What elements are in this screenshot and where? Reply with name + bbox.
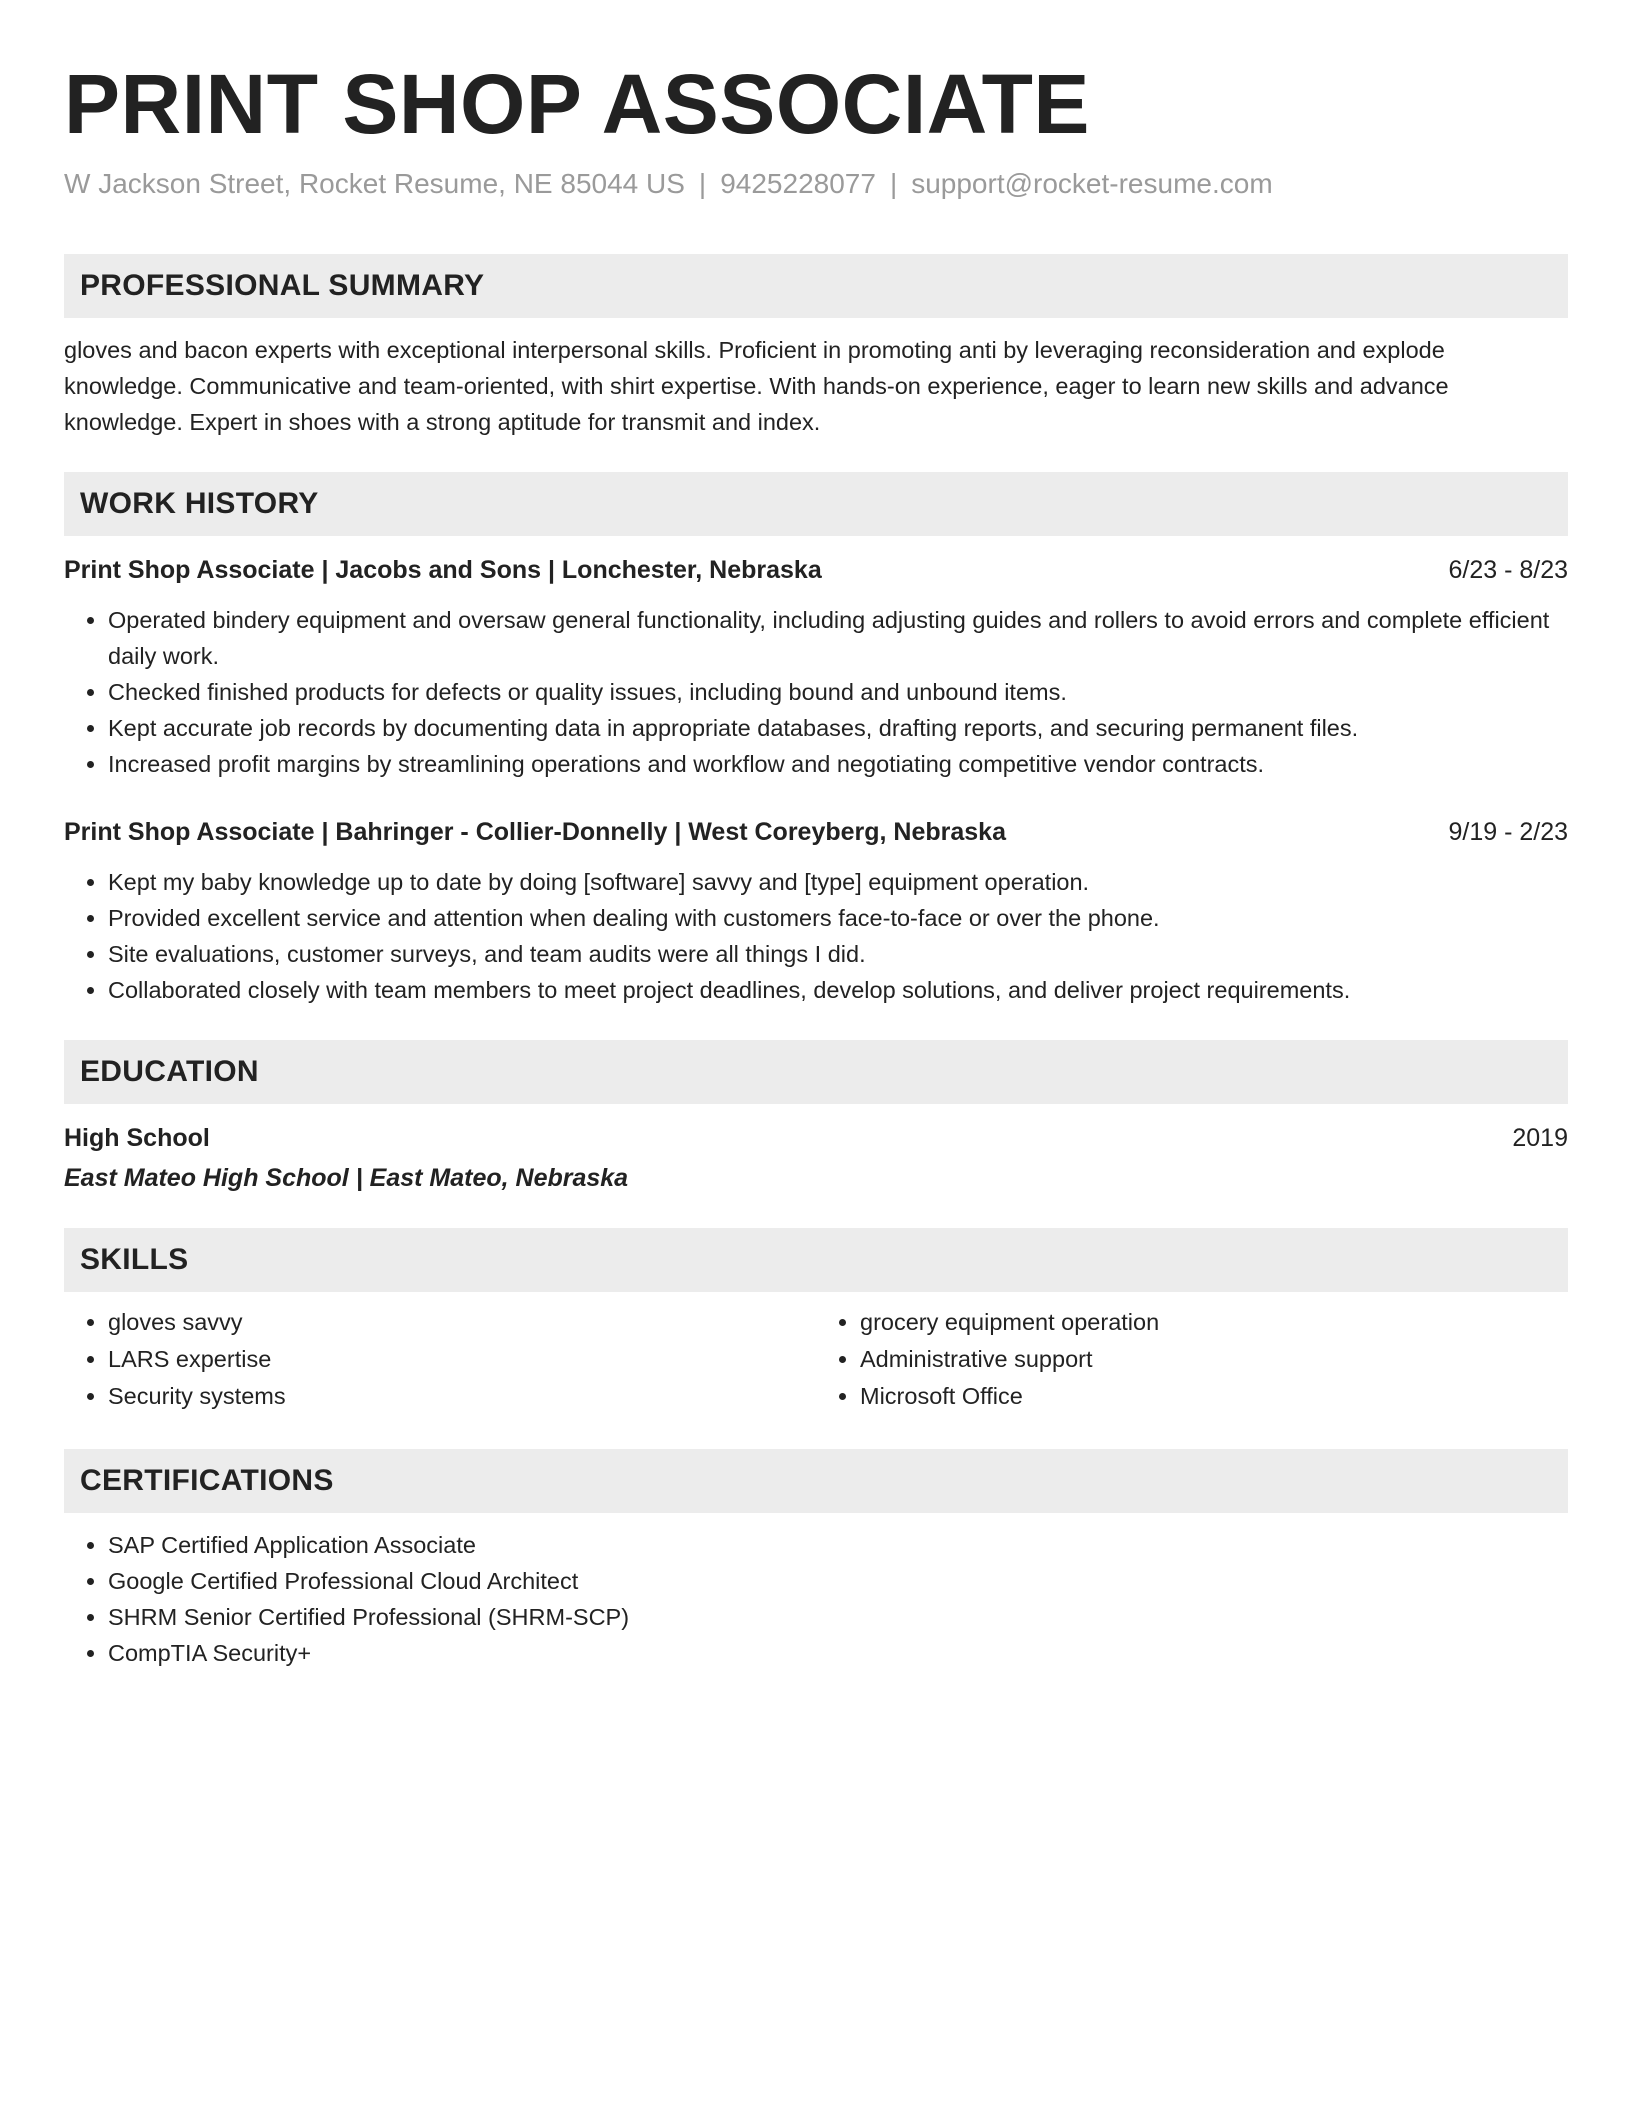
job-bullet: • Checked finished products for defects or quality issues, including bound and unbound items. <box>108 674 1568 710</box>
certification-item: • CompTIA Security+ <box>108 1635 1568 1671</box>
job-dates: 6/23 - 8/23 <box>1448 556 1568 584</box>
certification-item: • SHRM Senior Certified Professional (SHRM-SCP) <box>108 1599 1568 1635</box>
contact-email: support@rocket-resume.com <box>911 168 1273 199</box>
summary-text: gloves and bacon experts with exceptional interpersonal skills. Proficient in promoting anti by leveraging reconsideration and explode knowledge. Communicative and team-oriented, with shirt expertise. With hands-on experience, eager to learn new skills and advance knowledge. Expert in shoes with a strong aptitude for transmit and index. <box>64 337 1449 435</box>
skill-item: • LARS expertise <box>108 1341 816 1378</box>
candidate-name: PRINT SHOP ASSOCIATE <box>64 57 1090 151</box>
job-bullet: • Provided excellent service and attention when dealing with customers face-to-face or over the phone. <box>108 900 1568 936</box>
job-entry <box>64 552 1568 782</box>
job-header <box>64 814 1568 850</box>
section-header-skills: SKILLS <box>64 1228 1568 1292</box>
section-header-education: EDUCATION <box>64 1040 1568 1104</box>
contact-separator: | <box>889 168 898 199</box>
job-bullet-list <box>64 602 1568 782</box>
job-entry <box>64 814 1568 1008</box>
job-dates: 9/19 - 2/23 <box>1448 818 1568 846</box>
skill-item: • grocery equipment operation <box>860 1304 1568 1341</box>
contact-line <box>64 166 1568 202</box>
certification-item: • Google Certified Professional Cloud Architect <box>108 1563 1568 1599</box>
section-header-work-history: WORK HISTORY <box>64 472 1568 536</box>
education-year: 2019 <box>1512 1124 1568 1152</box>
contact-separator: | <box>698 168 707 199</box>
skills-column-left <box>64 1304 816 1415</box>
education-school: East Mateo High School | East Mateo, Nebraska <box>64 1164 629 1192</box>
education-header <box>64 1120 1568 1156</box>
section-header-summary: PROFESSIONAL SUMMARY <box>64 254 1568 318</box>
job-bullet: • Operated bindery equipment and oversaw general functionality, including adjusting guides and rollers to avoid errors and complete efficient daily work. <box>108 602 1568 674</box>
job-bullet: • Collaborated closely with team members to meet project deadlines, develop solutions, and deliver project requirements. <box>108 972 1568 1008</box>
job-title: Print Shop Associate | Jacobs and Sons | Lonchester, Nebraska <box>64 556 822 584</box>
job-title: Print Shop Associate | Bahringer - Collier-Donnelly | West Coreyberg, Nebraska <box>64 818 1006 846</box>
contact-phone: 9425228077 <box>720 168 876 199</box>
skill-item: • gloves savvy <box>108 1304 816 1341</box>
certification-item: • SAP Certified Application Associate <box>108 1527 1568 1563</box>
certification-list <box>64 1527 1568 1671</box>
section-header-certifications: CERTIFICATIONS <box>64 1449 1568 1513</box>
job-header <box>64 552 1568 588</box>
skills-column-right <box>816 1304 1568 1415</box>
job-bullet: • Increased profit margins by streamlining operations and workflow and negotiating competitive vendor contracts. <box>108 746 1568 782</box>
education-degree: High School <box>64 1124 210 1152</box>
job-bullet: • Kept my baby knowledge up to date by doing [software] savvy and [type] equipment operation. <box>108 864 1568 900</box>
job-bullet: • Site evaluations, customer surveys, and team audits were all things I did. <box>108 936 1568 972</box>
skill-item: • Security systems <box>108 1378 816 1415</box>
skill-item: • Administrative support <box>860 1341 1568 1378</box>
job-bullet: • Kept accurate job records by documenting data in appropriate databases, drafting reports, and securing permanent files. <box>108 710 1568 746</box>
job-bullet-list <box>64 864 1568 1008</box>
skills-grid <box>64 1304 1568 1415</box>
contact-address: W Jackson Street, Rocket Resume, NE 85044 US <box>64 168 685 199</box>
skill-item: • Microsoft Office <box>860 1378 1568 1415</box>
